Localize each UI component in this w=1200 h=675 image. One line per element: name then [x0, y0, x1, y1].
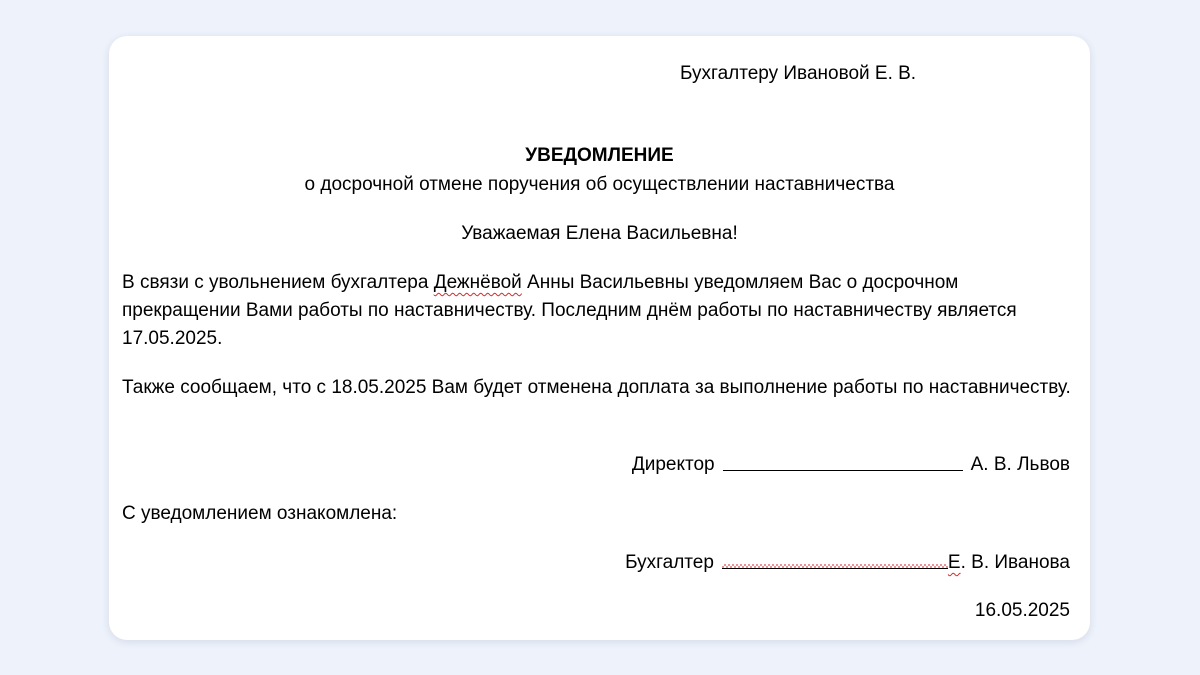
para1-text-end: Анны Васильевны уведомляем Вас о досрочном прекращении Вами работы по наставничеству. Последним днём работы по наставничеству является 17.05.2025.	[122, 272, 1017, 349]
director-signature-line	[723, 468, 963, 471]
body-paragraph-1	[122, 269, 1072, 353]
body-paragraph-2: Также сообщаем, что с 18.05.2025 Вам будет отменена доплата за выполнение работы по наставничеству.	[122, 377, 1071, 398]
accountant-role: Бухгалтер	[625, 552, 714, 573]
accountant-name: . В. Иванова	[960, 552, 1070, 573]
accountant-initial: Е	[947, 552, 961, 573]
para1-text-start: В связи с увольнением бухгалтера	[122, 272, 434, 293]
accountant-signature-line	[722, 566, 948, 569]
notice-subtitle: о досрочной отмене поручения об осуществлении наставничества	[304, 174, 895, 195]
addressee: Бухгалтеру Ивановой Е. В.	[680, 63, 917, 84]
accountant-signature-row	[625, 549, 1070, 577]
spellcheck-underline	[722, 564, 948, 570]
director-role: Директор	[631, 454, 715, 475]
document-date: 16.05.2025	[974, 600, 1070, 621]
document-card	[109, 36, 1090, 640]
notice-title: УВЕДОМЛЕНИЕ	[525, 145, 674, 166]
salutation: Уважаемая Елена Васильевна!	[461, 223, 738, 244]
acknowledgement-label: С уведомлением ознакомлена:	[122, 503, 398, 524]
misspelled-surname: Дежнёвой	[433, 272, 522, 293]
director-signature-row	[632, 451, 1070, 479]
signature-underline	[722, 568, 948, 569]
director-name: А. В. Львов	[970, 454, 1070, 475]
